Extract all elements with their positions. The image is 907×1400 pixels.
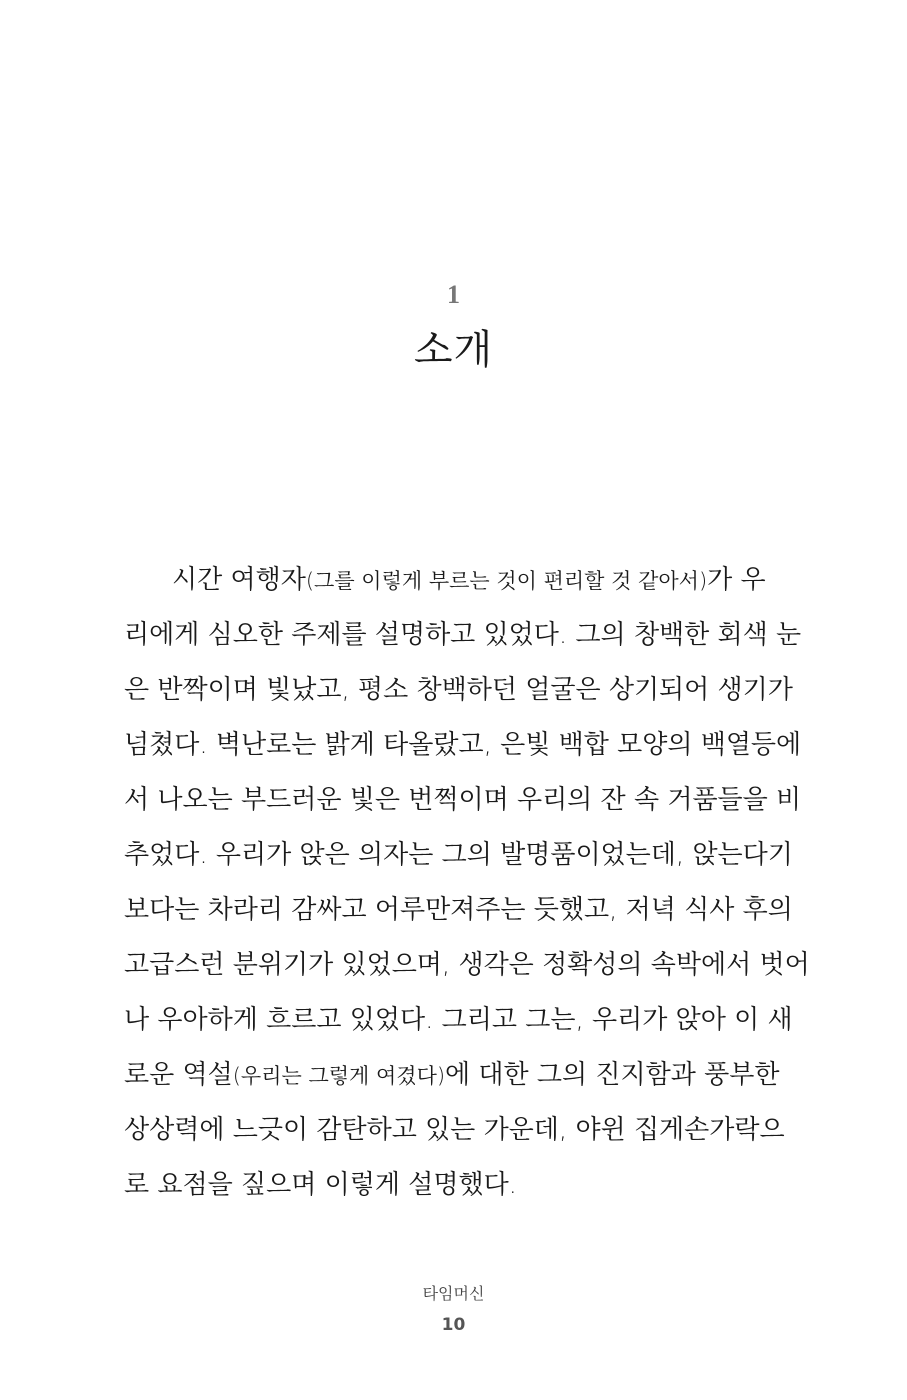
paragraph-line: 나 우아하게 흐르고 있었다. 그리고 그는, 우리가 앉아 이 새 — [124, 1005, 793, 1035]
parenthetical-text: (그를 이렇게 부르는 것이 편리할 것 같아서) — [305, 569, 708, 593]
paragraph-line: 고급스런 분위기가 있었으며, 생각은 정확성의 속박에서 벗어 — [124, 950, 810, 980]
running-footer-title: 타임머신 — [422, 1284, 485, 1303]
paragraph-line: 은 반짝이며 빛났고, 평소 창백하던 얼굴은 상기되어 생기가 — [124, 675, 793, 705]
paragraph-line: 상상력에 느긋이 감탄하고 있는 가운데, 야윈 집게손가락으 — [124, 1115, 785, 1145]
chapter-number: 1 — [447, 280, 460, 309]
paragraph-line: 추었다. 우리가 앉은 의자는 그의 발명품이었는데, 앉는다기 — [124, 840, 793, 870]
chapter-title: 소개 — [413, 327, 494, 373]
parenthetical-text: (우리는 그렇게 여겼다) — [232, 1064, 446, 1088]
paragraph-line — [124, 1053, 780, 1108]
line-text: 시간 여행자 — [172, 565, 306, 595]
line-text: 가 우 — [707, 565, 766, 595]
paragraph-line: 리에게 심오한 주제를 설명하고 있었다. 그의 창백한 회색 눈 — [124, 620, 802, 650]
line-text: 로운 역설 — [124, 1060, 233, 1090]
paragraph-line: 로 요점을 짚으며 이렇게 설명했다. — [124, 1170, 517, 1200]
body-paragraph — [124, 558, 810, 1218]
page-number: 10 — [441, 1315, 466, 1335]
line-text: 에 대한 그의 진지함과 풍부한 — [445, 1060, 780, 1090]
paragraph-line: 보다는 차라리 감싸고 어루만져주는 듯했고, 저녁 식사 후의 — [124, 895, 793, 925]
paragraph-line: 서 나오는 부드러운 빛은 번쩍이며 우리의 잔 속 거품들을 비 — [124, 785, 802, 815]
paragraph-line — [124, 558, 766, 613]
paragraph-line: 넘쳤다. 벽난로는 밝게 타올랐고, 은빛 백합 모양의 백열등에 — [124, 730, 802, 760]
